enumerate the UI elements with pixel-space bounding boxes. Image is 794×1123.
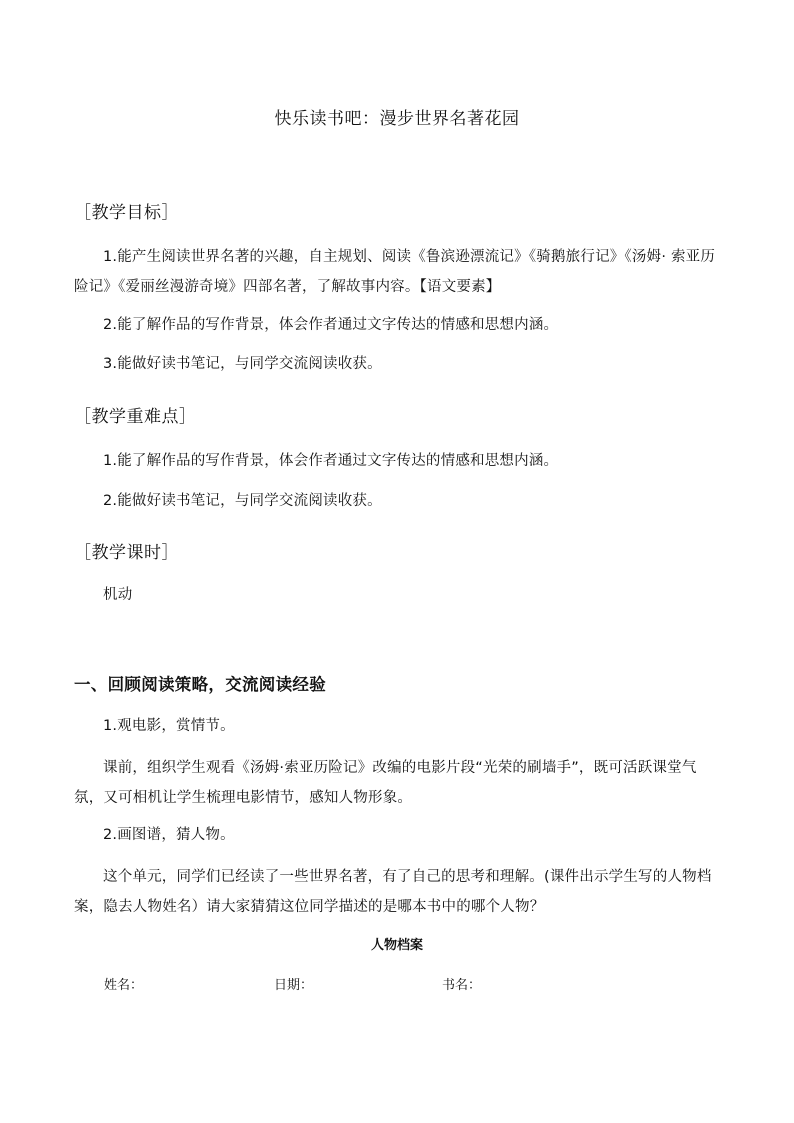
objectives-heading: ［教学目标］: [74, 203, 179, 223]
profile-title: 人物档案: [370, 938, 423, 953]
page-title: 快乐读书吧：漫步世界名著花园: [274, 109, 520, 129]
section1-item-1: 1.观电影，赏情节。: [103, 718, 235, 734]
profile-book-label: 书名：: [442, 978, 482, 993]
class-hours-value: 机动: [103, 587, 133, 603]
objective-item-3: 3.能做好读书笔记，与同学交流阅读收获。: [103, 356, 382, 372]
class-hours-heading: ［教学课时］: [74, 543, 179, 563]
key-point-item-2: 2.能做好读书笔记，与同学交流阅读收获。: [103, 493, 382, 509]
key-point-item-1: 1.能了解作品的写作背景，体会作者通过文字传达的情感和思想内涵。: [103, 453, 559, 469]
objective-item-2: 2.能了解作品的写作背景，体会作者通过文字传达的情感和思想内涵。: [103, 317, 559, 333]
section1-item-4: 这个单元，同学们已经读了一些世界名著，有了自己的思考和理解。(课件出示学生写的人物档案，隐去人物姓名）请大家猜猜这位同学描述的是哪本书中的哪个人物？: [74, 869, 712, 915]
section1-item-3: 2.画图谱，猜人物。: [103, 827, 235, 843]
profile-date-label: 日期：: [274, 978, 314, 993]
section1-heading: 一、回顾阅读策略，交流阅读经验: [74, 675, 326, 694]
profile-name-label: 姓名：: [104, 978, 144, 993]
section1-item-2: 课前，组织学生观看《汤姆·索亚历险记》改编的电影片段“光荣的刷墙手”，既可活跃课堂气氛，又可相机让学生梳理电影情节，感知人物形象。: [74, 760, 697, 806]
objective-item-1: 1.能产生阅读世界名著的兴趣，自主规划、阅读《鲁滨逊漂流记》《骑鹅旅行记》《汤姆· 索亚历险记》《爱丽丝漫游奇境》四部名著，了解故事内容。【语文要素】: [74, 249, 716, 295]
key-points-heading: ［教学重难点］: [74, 407, 197, 427]
